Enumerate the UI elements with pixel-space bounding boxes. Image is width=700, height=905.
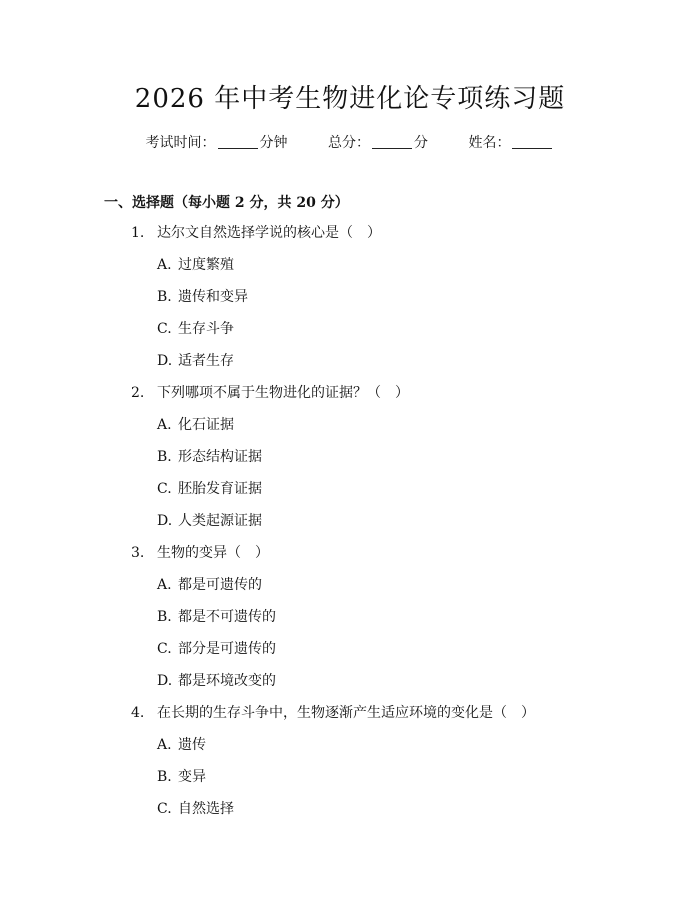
- option-item: [0, 478, 700, 510]
- student-name-label: 姓名：: [468, 135, 511, 151]
- option-text: 都是环境改变的: [178, 673, 276, 689]
- total-score-blank: [372, 134, 412, 149]
- total-score-label: 总分：: [328, 135, 370, 151]
- option-letter: D.: [157, 353, 173, 369]
- option-item: [0, 766, 700, 798]
- option-text: 化石证据: [178, 417, 234, 433]
- option-text: 自然选择: [178, 801, 234, 817]
- option-text: 遗传和变异: [178, 289, 248, 305]
- question-text: 下列哪项不属于生物进化的证据？（ ）: [157, 385, 409, 401]
- option-letter: A.: [157, 417, 172, 433]
- option-text: 遗传: [178, 737, 206, 753]
- total-score-unit: 分: [414, 135, 428, 151]
- total-score-field: [328, 132, 428, 152]
- exam-time-unit: 分钟: [259, 135, 288, 151]
- option-text: 人类起源证据: [178, 513, 262, 529]
- option-text: 都是不可遗传的: [178, 609, 276, 625]
- option-letter: B.: [157, 609, 172, 625]
- option-letter: B.: [157, 449, 172, 465]
- option-item: [0, 798, 700, 830]
- question-stem: [0, 222, 700, 254]
- question-item: [0, 542, 700, 702]
- question-stem: [0, 382, 700, 414]
- page-title: 2026 年中考生物进化论专项练习题: [134, 84, 566, 114]
- option-text: 适者生存: [178, 353, 234, 369]
- option-item: [0, 670, 700, 702]
- question-text: 生物的变异（ ）: [157, 545, 269, 561]
- option-item: [0, 510, 700, 542]
- question-stem: [0, 702, 700, 734]
- option-letter: A.: [157, 257, 172, 273]
- option-item: [0, 638, 700, 670]
- option-letter: D.: [157, 673, 173, 689]
- option-letter: C.: [157, 481, 172, 497]
- option-item: [0, 606, 700, 638]
- option-item: [0, 414, 700, 446]
- question-item: [0, 382, 700, 542]
- option-letter: C.: [157, 801, 172, 817]
- exam-time-blank: [218, 134, 258, 149]
- question-number: 3.: [131, 545, 145, 561]
- question-number: 1.: [131, 225, 145, 241]
- option-text: 变异: [178, 769, 206, 785]
- option-text: 胚胎发育证据: [178, 481, 262, 497]
- option-item: [0, 254, 700, 286]
- option-item: [0, 574, 700, 606]
- question-text: 达尔文自然选择学说的核心是（ ）: [157, 225, 381, 241]
- student-name-blank: [512, 134, 552, 149]
- question-item: [0, 702, 700, 830]
- option-letter: B.: [157, 769, 172, 785]
- option-item: [0, 446, 700, 478]
- option-item: [0, 734, 700, 766]
- option-text: 形态结构证据: [178, 449, 262, 465]
- option-item: [0, 286, 700, 318]
- option-text: 过度繁殖: [178, 257, 234, 273]
- section-title: 一、选择题（每小题 2 分，共 20 分）: [104, 195, 349, 211]
- question-number: 2.: [131, 385, 145, 401]
- option-item: [0, 318, 700, 350]
- option-item: [0, 350, 700, 382]
- option-text: 部分是可遗传的: [178, 641, 276, 657]
- question-text: 在长期的生存斗争中，生物逐渐产生适应环境的变化是（ ）: [157, 705, 535, 721]
- question-stem: [0, 542, 700, 574]
- question-list: [0, 222, 700, 830]
- question-item: [0, 222, 700, 382]
- option-letter: A.: [157, 577, 172, 593]
- option-letter: C.: [157, 321, 172, 337]
- exam-time-field: [146, 132, 288, 152]
- exam-info-row: [0, 132, 700, 152]
- option-letter: C.: [157, 641, 172, 657]
- option-text: 都是可遗传的: [178, 577, 262, 593]
- option-text: 生存斗争: [178, 321, 234, 337]
- option-letter: D.: [157, 513, 173, 529]
- exam-time-label: 考试时间：: [145, 135, 216, 151]
- question-number: 4.: [131, 705, 145, 721]
- option-letter: A.: [157, 737, 172, 753]
- student-name-field: [468, 132, 554, 152]
- option-letter: B.: [157, 289, 172, 305]
